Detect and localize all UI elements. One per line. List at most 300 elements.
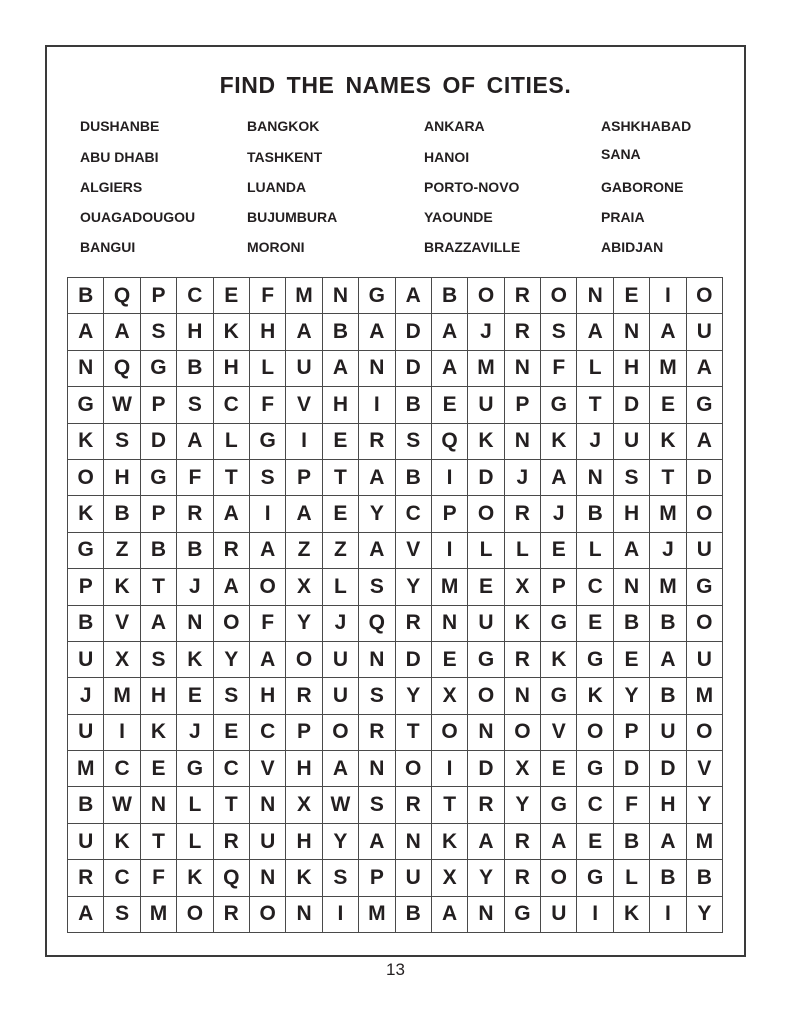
grid-cell[interactable]: U bbox=[322, 678, 358, 714]
grid-cell[interactable]: G bbox=[577, 751, 613, 787]
grid-cell[interactable]: O bbox=[395, 751, 431, 787]
grid-cell[interactable]: U bbox=[613, 423, 649, 459]
grid-cell[interactable]: F bbox=[140, 860, 176, 896]
grid-cell[interactable]: A bbox=[249, 532, 285, 568]
grid-cell[interactable]: L bbox=[504, 532, 540, 568]
grid-cell[interactable]: M bbox=[686, 678, 722, 714]
grid-cell[interactable]: D bbox=[686, 459, 722, 495]
grid-cell[interactable]: M bbox=[650, 569, 686, 605]
grid-cell[interactable]: B bbox=[650, 605, 686, 641]
grid-cell[interactable]: A bbox=[650, 823, 686, 859]
grid-cell[interactable]: V bbox=[104, 605, 140, 641]
grid-cell[interactable]: N bbox=[613, 314, 649, 350]
grid-cell[interactable]: V bbox=[249, 751, 285, 787]
grid-cell[interactable]: G bbox=[468, 641, 504, 677]
grid-cell[interactable]: A bbox=[359, 459, 395, 495]
grid-cell[interactable]: I bbox=[577, 896, 613, 932]
grid-cell[interactable]: O bbox=[68, 459, 104, 495]
grid-cell[interactable]: U bbox=[686, 532, 722, 568]
grid-cell[interactable]: A bbox=[322, 350, 358, 386]
grid-cell[interactable]: A bbox=[104, 314, 140, 350]
grid-cell[interactable]: P bbox=[68, 569, 104, 605]
grid-cell[interactable]: G bbox=[577, 860, 613, 896]
grid-cell[interactable]: J bbox=[177, 569, 213, 605]
grid-cell[interactable]: U bbox=[650, 714, 686, 750]
grid-cell[interactable]: X bbox=[286, 569, 322, 605]
grid-cell[interactable]: J bbox=[650, 532, 686, 568]
grid-cell[interactable]: Y bbox=[613, 678, 649, 714]
grid-cell[interactable]: G bbox=[541, 787, 577, 823]
grid-cell[interactable]: K bbox=[104, 569, 140, 605]
grid-cell[interactable]: H bbox=[177, 314, 213, 350]
grid-cell[interactable]: J bbox=[322, 605, 358, 641]
grid-cell[interactable]: P bbox=[613, 714, 649, 750]
grid-cell[interactable]: C bbox=[249, 714, 285, 750]
grid-cell[interactable]: D bbox=[650, 751, 686, 787]
grid-cell[interactable]: I bbox=[431, 751, 467, 787]
grid-cell[interactable]: H bbox=[104, 459, 140, 495]
grid-cell[interactable]: A bbox=[431, 896, 467, 932]
grid-cell[interactable]: L bbox=[177, 823, 213, 859]
grid-cell[interactable]: D bbox=[613, 751, 649, 787]
grid-cell[interactable]: N bbox=[468, 896, 504, 932]
grid-cell[interactable]: U bbox=[68, 714, 104, 750]
grid-cell[interactable]: Y bbox=[468, 860, 504, 896]
grid-cell[interactable]: S bbox=[359, 678, 395, 714]
grid-cell[interactable]: U bbox=[686, 641, 722, 677]
grid-cell[interactable]: F bbox=[541, 350, 577, 386]
grid-cell[interactable]: D bbox=[468, 459, 504, 495]
grid-cell[interactable]: B bbox=[650, 860, 686, 896]
grid-cell[interactable]: B bbox=[104, 496, 140, 532]
grid-cell[interactable]: L bbox=[613, 860, 649, 896]
grid-cell[interactable]: Y bbox=[359, 496, 395, 532]
grid-cell[interactable]: I bbox=[322, 896, 358, 932]
grid-cell[interactable]: Y bbox=[322, 823, 358, 859]
grid-cell[interactable]: K bbox=[177, 860, 213, 896]
grid-cell[interactable]: R bbox=[359, 714, 395, 750]
grid-cell[interactable]: E bbox=[322, 496, 358, 532]
grid-cell[interactable]: E bbox=[613, 641, 649, 677]
grid-cell[interactable]: S bbox=[359, 787, 395, 823]
grid-cell[interactable]: B bbox=[613, 605, 649, 641]
grid-cell[interactable]: Q bbox=[359, 605, 395, 641]
grid-cell[interactable]: D bbox=[395, 314, 431, 350]
grid-cell[interactable]: O bbox=[577, 714, 613, 750]
grid-cell[interactable]: A bbox=[177, 423, 213, 459]
grid-cell[interactable]: B bbox=[686, 860, 722, 896]
grid-cell[interactable]: E bbox=[541, 532, 577, 568]
grid-cell[interactable]: T bbox=[395, 714, 431, 750]
grid-cell[interactable]: A bbox=[322, 751, 358, 787]
grid-cell[interactable]: O bbox=[249, 569, 285, 605]
grid-cell[interactable]: K bbox=[213, 314, 249, 350]
grid-cell[interactable]: G bbox=[177, 751, 213, 787]
grid-cell[interactable]: N bbox=[359, 350, 395, 386]
grid-cell[interactable]: R bbox=[286, 678, 322, 714]
grid-cell[interactable]: A bbox=[650, 641, 686, 677]
grid-cell[interactable]: B bbox=[650, 678, 686, 714]
grid-cell[interactable]: B bbox=[68, 605, 104, 641]
grid-cell[interactable]: T bbox=[650, 459, 686, 495]
grid-cell[interactable]: B bbox=[140, 532, 176, 568]
grid-cell[interactable]: E bbox=[213, 278, 249, 314]
grid-cell[interactable]: Y bbox=[504, 787, 540, 823]
grid-cell[interactable]: R bbox=[504, 278, 540, 314]
grid-cell[interactable]: K bbox=[650, 423, 686, 459]
grid-cell[interactable]: R bbox=[468, 787, 504, 823]
grid-cell[interactable]: H bbox=[322, 387, 358, 423]
grid-cell[interactable]: O bbox=[468, 678, 504, 714]
grid-cell[interactable]: O bbox=[213, 605, 249, 641]
grid-cell[interactable]: N bbox=[395, 823, 431, 859]
grid-cell[interactable]: S bbox=[249, 459, 285, 495]
grid-cell[interactable]: J bbox=[541, 496, 577, 532]
grid-cell[interactable]: J bbox=[577, 423, 613, 459]
grid-cell[interactable]: A bbox=[686, 423, 722, 459]
grid-cell[interactable]: A bbox=[286, 496, 322, 532]
grid-cell[interactable]: W bbox=[104, 787, 140, 823]
grid-cell[interactable]: P bbox=[286, 459, 322, 495]
grid-cell[interactable]: N bbox=[504, 423, 540, 459]
grid-cell[interactable]: A bbox=[359, 532, 395, 568]
grid-cell[interactable]: U bbox=[395, 860, 431, 896]
grid-cell[interactable]: D bbox=[468, 751, 504, 787]
grid-cell[interactable]: I bbox=[359, 387, 395, 423]
grid-cell[interactable]: S bbox=[177, 387, 213, 423]
grid-cell[interactable]: M bbox=[140, 896, 176, 932]
grid-cell[interactable]: O bbox=[177, 896, 213, 932]
grid-cell[interactable]: P bbox=[140, 387, 176, 423]
grid-cell[interactable]: E bbox=[213, 714, 249, 750]
grid-cell[interactable]: K bbox=[68, 496, 104, 532]
grid-cell[interactable]: L bbox=[577, 350, 613, 386]
grid-cell[interactable]: E bbox=[322, 423, 358, 459]
grid-cell[interactable]: B bbox=[395, 387, 431, 423]
grid-cell[interactable]: S bbox=[104, 423, 140, 459]
grid-cell[interactable]: C bbox=[395, 496, 431, 532]
grid-cell[interactable]: O bbox=[249, 896, 285, 932]
grid-cell[interactable]: B bbox=[395, 459, 431, 495]
grid-cell[interactable]: N bbox=[577, 459, 613, 495]
grid-cell[interactable]: B bbox=[68, 787, 104, 823]
grid-cell[interactable]: E bbox=[468, 569, 504, 605]
grid-cell[interactable]: S bbox=[395, 423, 431, 459]
grid-cell[interactable]: U bbox=[541, 896, 577, 932]
grid-cell[interactable]: X bbox=[104, 641, 140, 677]
grid-cell[interactable]: B bbox=[68, 278, 104, 314]
grid-cell[interactable]: K bbox=[68, 423, 104, 459]
grid-cell[interactable]: N bbox=[504, 678, 540, 714]
grid-cell[interactable]: O bbox=[686, 496, 722, 532]
grid-cell[interactable]: G bbox=[359, 278, 395, 314]
grid-cell[interactable]: A bbox=[249, 641, 285, 677]
grid-cell[interactable]: O bbox=[286, 641, 322, 677]
grid-cell[interactable]: B bbox=[431, 278, 467, 314]
grid-cell[interactable]: M bbox=[286, 278, 322, 314]
grid-cell[interactable]: N bbox=[468, 714, 504, 750]
grid-cell[interactable]: I bbox=[431, 532, 467, 568]
grid-cell[interactable]: K bbox=[431, 823, 467, 859]
grid-cell[interactable]: P bbox=[359, 860, 395, 896]
grid-cell[interactable]: O bbox=[541, 278, 577, 314]
grid-cell[interactable]: A bbox=[359, 314, 395, 350]
grid-cell[interactable]: J bbox=[177, 714, 213, 750]
grid-cell[interactable]: N bbox=[249, 787, 285, 823]
grid-cell[interactable]: I bbox=[431, 459, 467, 495]
grid-cell[interactable]: V bbox=[286, 387, 322, 423]
grid-cell[interactable]: I bbox=[286, 423, 322, 459]
grid-cell[interactable]: F bbox=[177, 459, 213, 495]
grid-cell[interactable]: A bbox=[577, 314, 613, 350]
grid-cell[interactable]: S bbox=[104, 896, 140, 932]
grid-cell[interactable]: R bbox=[395, 787, 431, 823]
grid-cell[interactable]: A bbox=[613, 532, 649, 568]
grid-cell[interactable]: O bbox=[541, 860, 577, 896]
grid-cell[interactable]: K bbox=[541, 423, 577, 459]
grid-cell[interactable]: S bbox=[613, 459, 649, 495]
grid-cell[interactable]: G bbox=[686, 569, 722, 605]
grid-cell[interactable]: A bbox=[468, 823, 504, 859]
grid-cell[interactable]: L bbox=[177, 787, 213, 823]
grid-cell[interactable]: H bbox=[613, 350, 649, 386]
grid-cell[interactable]: Y bbox=[286, 605, 322, 641]
grid-cell[interactable]: M bbox=[650, 350, 686, 386]
grid-cell[interactable]: P bbox=[541, 569, 577, 605]
grid-cell[interactable]: K bbox=[541, 641, 577, 677]
grid-cell[interactable]: T bbox=[213, 459, 249, 495]
grid-cell[interactable]: N bbox=[359, 641, 395, 677]
grid-cell[interactable]: R bbox=[359, 423, 395, 459]
grid-cell[interactable]: N bbox=[504, 350, 540, 386]
grid-cell[interactable]: T bbox=[431, 787, 467, 823]
grid-cell[interactable]: F bbox=[249, 605, 285, 641]
grid-cell[interactable]: A bbox=[68, 314, 104, 350]
grid-cell[interactable]: J bbox=[468, 314, 504, 350]
grid-cell[interactable]: T bbox=[322, 459, 358, 495]
grid-cell[interactable]: A bbox=[431, 350, 467, 386]
grid-cell[interactable]: K bbox=[468, 423, 504, 459]
grid-cell[interactable]: Q bbox=[104, 350, 140, 386]
grid-cell[interactable]: H bbox=[613, 496, 649, 532]
grid-cell[interactable]: A bbox=[541, 823, 577, 859]
grid-cell[interactable]: N bbox=[68, 350, 104, 386]
grid-cell[interactable]: D bbox=[613, 387, 649, 423]
grid-cell[interactable]: K bbox=[177, 641, 213, 677]
grid-cell[interactable]: Z bbox=[286, 532, 322, 568]
grid-cell[interactable]: K bbox=[504, 605, 540, 641]
grid-cell[interactable]: M bbox=[104, 678, 140, 714]
grid-cell[interactable]: T bbox=[577, 387, 613, 423]
grid-cell[interactable]: Q bbox=[213, 860, 249, 896]
grid-cell[interactable]: E bbox=[650, 387, 686, 423]
grid-cell[interactable]: R bbox=[504, 823, 540, 859]
grid-cell[interactable]: Y bbox=[213, 641, 249, 677]
grid-cell[interactable]: Y bbox=[686, 787, 722, 823]
grid-cell[interactable]: O bbox=[468, 278, 504, 314]
grid-cell[interactable]: L bbox=[249, 350, 285, 386]
grid-cell[interactable]: D bbox=[395, 641, 431, 677]
grid-cell[interactable]: B bbox=[322, 314, 358, 350]
grid-cell[interactable]: R bbox=[68, 860, 104, 896]
grid-cell[interactable]: C bbox=[104, 860, 140, 896]
grid-cell[interactable]: O bbox=[686, 605, 722, 641]
grid-cell[interactable]: O bbox=[468, 496, 504, 532]
grid-cell[interactable]: A bbox=[541, 459, 577, 495]
grid-cell[interactable]: A bbox=[213, 496, 249, 532]
grid-cell[interactable]: U bbox=[286, 350, 322, 386]
grid-cell[interactable]: N bbox=[359, 751, 395, 787]
grid-cell[interactable]: B bbox=[577, 496, 613, 532]
grid-cell[interactable]: Y bbox=[686, 896, 722, 932]
grid-cell[interactable]: W bbox=[322, 787, 358, 823]
grid-cell[interactable]: O bbox=[431, 714, 467, 750]
grid-cell[interactable]: Y bbox=[395, 678, 431, 714]
grid-cell[interactable]: B bbox=[177, 532, 213, 568]
grid-cell[interactable]: H bbox=[249, 314, 285, 350]
grid-cell[interactable]: R bbox=[504, 860, 540, 896]
grid-cell[interactable]: M bbox=[359, 896, 395, 932]
grid-cell[interactable]: Y bbox=[395, 569, 431, 605]
grid-cell[interactable]: R bbox=[213, 532, 249, 568]
grid-cell[interactable]: H bbox=[650, 787, 686, 823]
grid-cell[interactable]: P bbox=[504, 387, 540, 423]
grid-cell[interactable]: X bbox=[504, 569, 540, 605]
grid-cell[interactable]: G bbox=[541, 387, 577, 423]
grid-cell[interactable]: A bbox=[686, 350, 722, 386]
grid-cell[interactable]: O bbox=[322, 714, 358, 750]
grid-cell[interactable]: X bbox=[431, 678, 467, 714]
grid-cell[interactable]: U bbox=[686, 314, 722, 350]
grid-cell[interactable]: A bbox=[395, 278, 431, 314]
grid-cell[interactable]: A bbox=[431, 314, 467, 350]
grid-cell[interactable]: M bbox=[650, 496, 686, 532]
grid-cell[interactable]: G bbox=[249, 423, 285, 459]
grid-cell[interactable]: A bbox=[359, 823, 395, 859]
grid-cell[interactable]: B bbox=[613, 823, 649, 859]
grid-cell[interactable]: E bbox=[613, 278, 649, 314]
grid-cell[interactable]: C bbox=[577, 787, 613, 823]
grid-cell[interactable]: F bbox=[613, 787, 649, 823]
grid-cell[interactable]: V bbox=[686, 751, 722, 787]
grid-cell[interactable]: X bbox=[504, 751, 540, 787]
grid-cell[interactable]: C bbox=[213, 751, 249, 787]
grid-cell[interactable]: G bbox=[541, 605, 577, 641]
grid-cell[interactable]: T bbox=[213, 787, 249, 823]
grid-cell[interactable]: G bbox=[140, 459, 176, 495]
grid-cell[interactable]: W bbox=[104, 387, 140, 423]
grid-cell[interactable]: M bbox=[468, 350, 504, 386]
grid-cell[interactable]: B bbox=[177, 350, 213, 386]
grid-cell[interactable]: G bbox=[68, 532, 104, 568]
grid-cell[interactable]: A bbox=[286, 314, 322, 350]
grid-cell[interactable]: E bbox=[541, 751, 577, 787]
grid-cell[interactable]: P bbox=[286, 714, 322, 750]
grid-cell[interactable]: I bbox=[650, 896, 686, 932]
grid-cell[interactable]: I bbox=[650, 278, 686, 314]
grid-cell[interactable]: V bbox=[541, 714, 577, 750]
grid-cell[interactable]: S bbox=[213, 678, 249, 714]
grid-cell[interactable]: G bbox=[68, 387, 104, 423]
grid-cell[interactable]: P bbox=[140, 278, 176, 314]
grid-cell[interactable]: L bbox=[577, 532, 613, 568]
grid-cell[interactable]: A bbox=[140, 605, 176, 641]
grid-cell[interactable]: N bbox=[286, 896, 322, 932]
grid-cell[interactable]: I bbox=[104, 714, 140, 750]
grid-cell[interactable]: K bbox=[286, 860, 322, 896]
grid-cell[interactable]: M bbox=[68, 751, 104, 787]
grid-cell[interactable]: U bbox=[322, 641, 358, 677]
grid-cell[interactable]: S bbox=[322, 860, 358, 896]
grid-cell[interactable]: G bbox=[541, 678, 577, 714]
grid-cell[interactable]: L bbox=[213, 423, 249, 459]
grid-cell[interactable]: K bbox=[613, 896, 649, 932]
grid-cell[interactable]: V bbox=[395, 532, 431, 568]
grid-cell[interactable]: A bbox=[213, 569, 249, 605]
grid-cell[interactable]: P bbox=[431, 496, 467, 532]
grid-cell[interactable]: K bbox=[140, 714, 176, 750]
grid-cell[interactable]: E bbox=[431, 387, 467, 423]
grid-cell[interactable]: A bbox=[650, 314, 686, 350]
grid-cell[interactable]: E bbox=[177, 678, 213, 714]
grid-cell[interactable]: T bbox=[140, 823, 176, 859]
grid-cell[interactable]: N bbox=[577, 278, 613, 314]
grid-cell[interactable]: J bbox=[504, 459, 540, 495]
grid-cell[interactable]: N bbox=[249, 860, 285, 896]
grid-cell[interactable]: H bbox=[286, 751, 322, 787]
grid-cell[interactable]: H bbox=[140, 678, 176, 714]
grid-cell[interactable]: R bbox=[504, 641, 540, 677]
grid-cell[interactable]: U bbox=[249, 823, 285, 859]
grid-cell[interactable]: R bbox=[504, 314, 540, 350]
grid-cell[interactable]: S bbox=[359, 569, 395, 605]
grid-cell[interactable]: U bbox=[68, 823, 104, 859]
grid-cell[interactable]: B bbox=[395, 896, 431, 932]
grid-cell[interactable]: U bbox=[468, 605, 504, 641]
grid-cell[interactable]: C bbox=[104, 751, 140, 787]
grid-cell[interactable]: Z bbox=[104, 532, 140, 568]
grid-cell[interactable]: S bbox=[140, 314, 176, 350]
grid-cell[interactable]: K bbox=[104, 823, 140, 859]
grid-cell[interactable]: D bbox=[395, 350, 431, 386]
grid-cell[interactable]: N bbox=[140, 787, 176, 823]
grid-cell[interactable]: N bbox=[431, 605, 467, 641]
grid-cell[interactable]: R bbox=[213, 896, 249, 932]
grid-cell[interactable]: R bbox=[504, 496, 540, 532]
grid-cell[interactable]: M bbox=[431, 569, 467, 605]
grid-cell[interactable]: U bbox=[468, 387, 504, 423]
grid-cell[interactable]: J bbox=[68, 678, 104, 714]
grid-cell[interactable]: T bbox=[140, 569, 176, 605]
grid-cell[interactable]: R bbox=[177, 496, 213, 532]
grid-cell[interactable]: G bbox=[577, 641, 613, 677]
grid-cell[interactable]: L bbox=[322, 569, 358, 605]
grid-cell[interactable]: G bbox=[140, 350, 176, 386]
grid-cell[interactable]: M bbox=[686, 823, 722, 859]
grid-cell[interactable]: E bbox=[577, 605, 613, 641]
grid-cell[interactable]: O bbox=[686, 278, 722, 314]
grid-cell[interactable]: E bbox=[577, 823, 613, 859]
grid-cell[interactable]: C bbox=[177, 278, 213, 314]
grid-cell[interactable]: F bbox=[249, 278, 285, 314]
grid-cell[interactable]: O bbox=[686, 714, 722, 750]
grid-cell[interactable]: A bbox=[68, 896, 104, 932]
grid-cell[interactable]: O bbox=[504, 714, 540, 750]
grid-cell[interactable]: G bbox=[504, 896, 540, 932]
grid-cell[interactable]: F bbox=[249, 387, 285, 423]
grid-cell[interactable]: N bbox=[613, 569, 649, 605]
grid-cell[interactable]: X bbox=[431, 860, 467, 896]
